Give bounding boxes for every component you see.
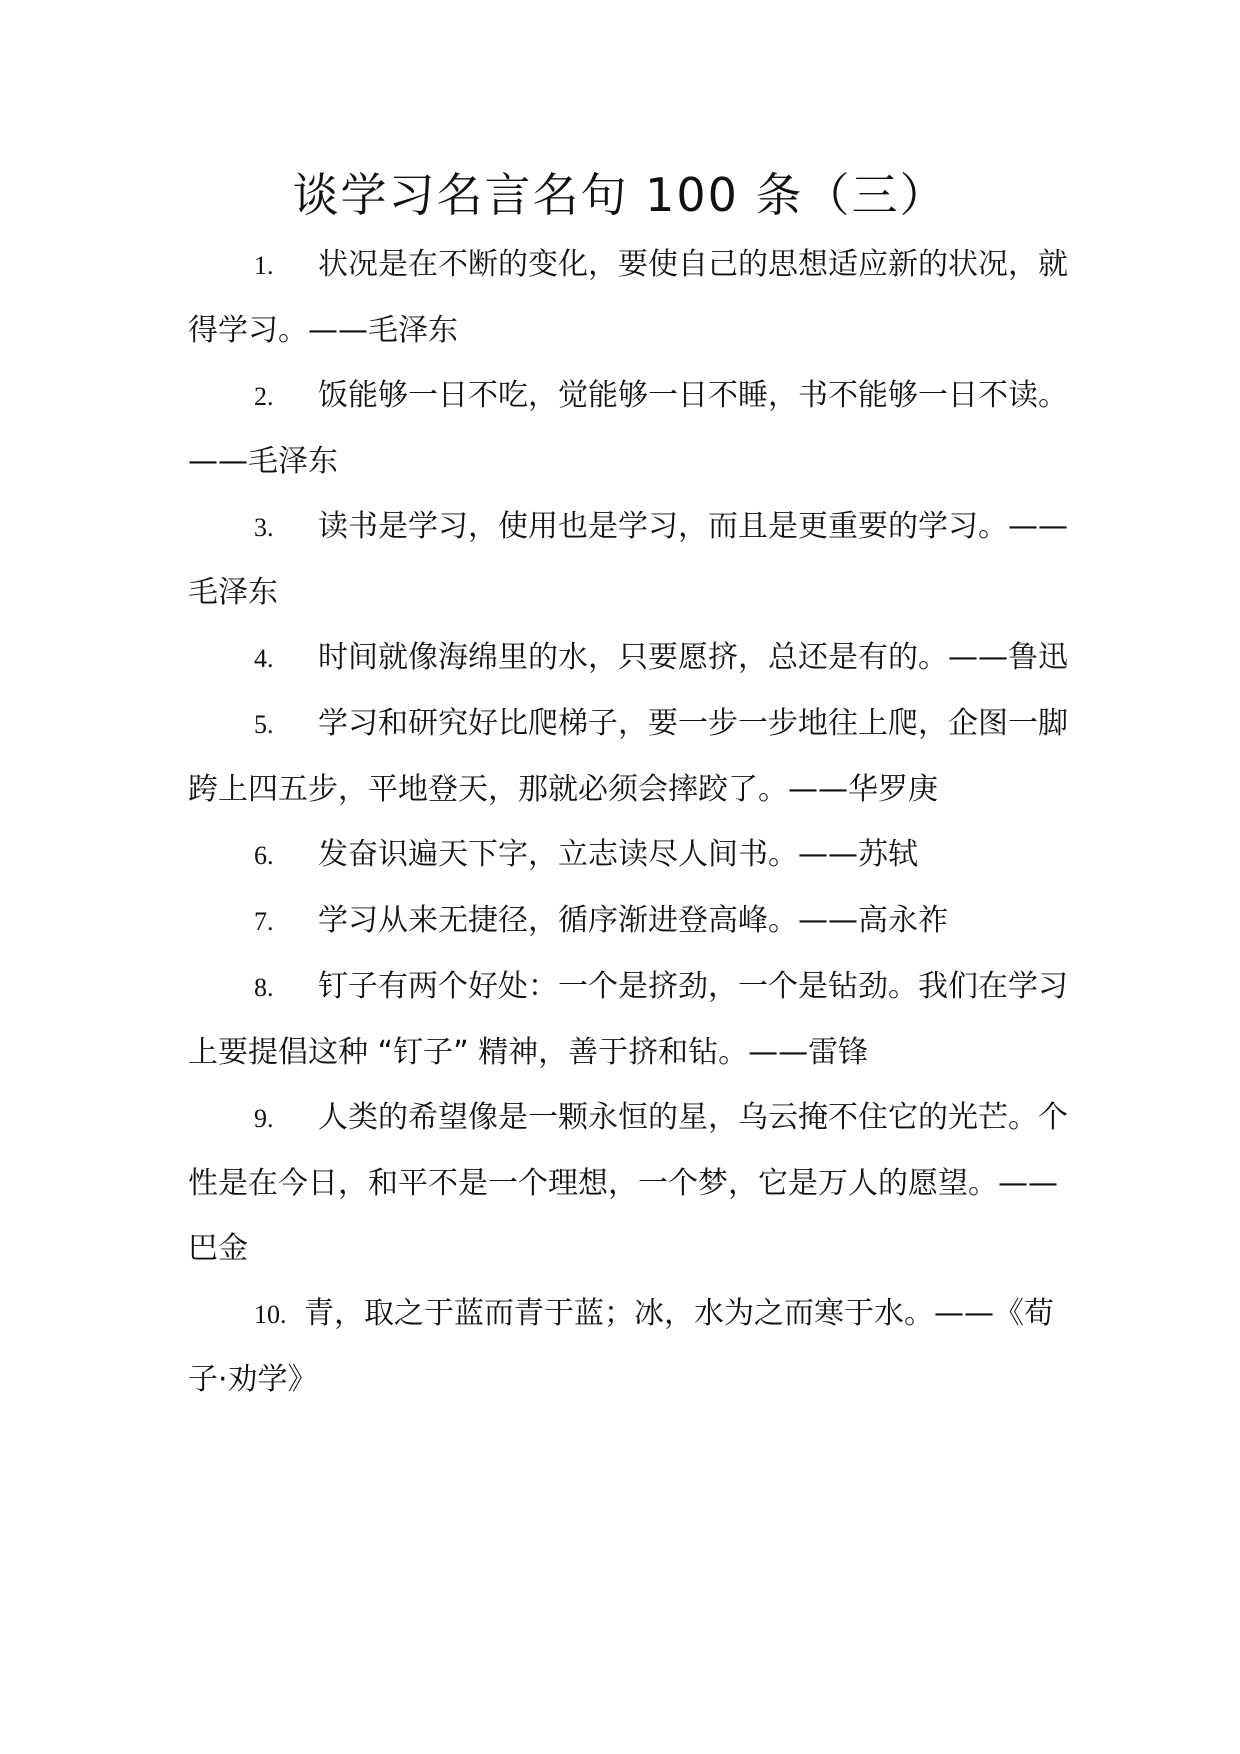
list-item	[188, 232, 1068, 363]
item-number: 5.	[254, 710, 274, 739]
item-number: 3.	[254, 513, 274, 542]
quote-text: 青，取之于蓝而青于蓝；冰，水为之而寒于水。——《荀子·劝学》	[188, 1296, 1054, 1397]
item-number: 2.	[254, 382, 274, 411]
document-title: 谈学习名言名句 100 条（三）	[292, 168, 948, 222]
item-number: 4.	[254, 644, 274, 673]
quote-text: 饭能够一日不吃，觉能够一日不睡，书不能够一日不读。——毛泽东	[188, 378, 1068, 479]
item-number: 7.	[254, 907, 274, 936]
list-item	[188, 363, 1068, 494]
item-number: 6.	[254, 841, 274, 870]
item-number: 8.	[254, 973, 274, 1002]
list-item	[188, 954, 1068, 1085]
list-item	[188, 888, 1068, 954]
quote-text: 状况是在不断的变化，要使自己的思想适应新的状况，就得学习。——毛泽东	[188, 247, 1068, 348]
list-item	[188, 625, 1068, 691]
quote-text: 学习从来无捷径，循序渐进登高峰。——高永祚	[318, 903, 948, 938]
list-item	[188, 822, 1068, 888]
quote-text: 读书是学习，使用也是学习，而且是更重要的学习。——毛泽东	[188, 509, 1068, 610]
quote-text: 学习和研究好比爬梯子，要一步一步地往上爬，企图一脚跨上四五步，平地登天，那就必须会摔跤了。——华罗庚	[188, 706, 1068, 807]
item-number: 9.	[254, 1104, 274, 1133]
quote-text: 发奋识遍天下字，立志读尽人间书。——苏轼	[318, 837, 918, 872]
quote-list	[188, 232, 1068, 1412]
list-item	[188, 494, 1068, 625]
quote-text: 钉子有两个好处：一个是挤劲，一个是钻劲。我们在学习上要提倡这种 “钉子” 精神，善于挤和钻。——雷锋	[188, 969, 1068, 1070]
item-number: 10.	[254, 1300, 287, 1329]
item-number: 1.	[254, 251, 274, 280]
quote-text: 人类的希望像是一颗永恒的星，乌云掩不住它的光芒。个性是在今日，和平不是一个理想，一个梦，它是万人的愿望。——巴金	[188, 1100, 1068, 1266]
list-item	[188, 691, 1068, 822]
quote-text: 时间就像海绵里的水，只要愿挤，总还是有的。——鲁迅	[318, 640, 1068, 675]
list-item	[188, 1281, 1068, 1412]
list-item	[188, 1085, 1068, 1281]
